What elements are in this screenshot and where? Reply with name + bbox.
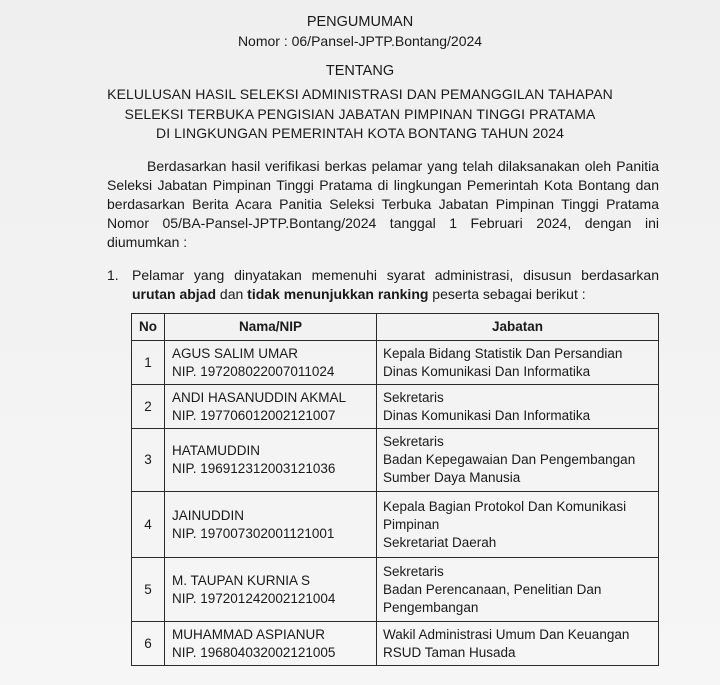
point-text-part: Pelamar yang dinyatakan memenuhi syarat administrasi, disusun berdasarkan [132,267,659,283]
document-subject [60,85,660,144]
candidate-nip: NIP. 197201242002121004 [172,590,336,606]
point-number: 1. [107,267,119,283]
row-number: 4 [132,492,165,558]
point-text-part: dan [216,286,248,302]
position-line: Wakil Administrasi Umum Dan Keuangan [383,626,630,642]
position-line: Pengembangan [383,599,479,615]
table-row [132,429,659,492]
candidate-nip: NIP. 197208022007011024 [172,363,335,379]
position-line: Kepala Bidang Statistik Dan Persandian [383,345,623,361]
position-cell [377,622,659,666]
intro-paragraph: Berdasarkan hasil verifikasi berkas pelamar yang telah dilaksanakan oleh Panitia Seleksi Jabatan Pimpinan Tinggi Pratama di lingkungan Pemerintah Kota Bontang dan berdasarkan Berita Acara Panitia Seleksi Terbuka Jabatan Pimpinan Tinggi Pratama Nomor 05/BA-Pansel-JPTP.Bontang/2024 tanggal 1 Februari 2024, dengan ini diumumkan : [107,158,659,250]
column-header-no: No [132,314,165,341]
position-line: Badan Kepegawaian Dan Pengembangan [383,452,636,467]
candidate-name: JAINUDDIN [172,507,245,523]
table-header-row [132,314,659,341]
position-line: Kepala Bagian Protokol Dan Komunikasi [383,498,627,514]
row-number: 2 [132,385,165,429]
point-emphasis: urutan abjad [132,286,217,302]
row-number: 6 [132,622,165,666]
row-number: 1 [132,341,165,385]
position-line: Sekretariat Daerah [383,534,497,550]
candidate-cell [165,429,377,492]
candidate-nip: NIP. 197706012002121007 [172,407,336,423]
point-text-part: peserta sebagai berikut : [428,286,586,302]
position-line: RSUD Taman Husada [383,644,516,660]
table-row [132,558,659,622]
subject-line: SELEKSI TERBUKA PENGISIAN JABATAN PIMPINAN TINGGI PRATAMA [124,105,596,122]
candidate-name: HATAMUDDIN [172,443,260,458]
row-number: 3 [132,429,165,492]
position-line: Sumber Daya Manusia [383,470,521,485]
table-row [132,492,659,558]
document-title: PENGUMUMAN [306,14,414,30]
candidate-cell [165,492,377,558]
candidate-name: AGUS SALIM UMAR [172,345,299,361]
column-header-jabatan: Jabatan [377,314,659,341]
table-row [132,341,659,385]
candidate-name: MUHAMMAD ASPIANUR [172,626,326,642]
table-row [132,385,659,429]
candidate-nip: NIP. 197007302001121001 [172,525,335,541]
position-line: Sekretaris [383,389,444,405]
candidate-nip: NIP. 196804032002121005 [172,644,336,660]
point-text [132,266,659,304]
position-cell [377,558,659,622]
position-line: Sekretaris [383,434,444,449]
candidate-nip: NIP. 196912312003121036 [172,461,336,476]
point-1 [107,266,659,304]
column-header-nama-nip: Nama/NIP [165,314,377,341]
point-emphasis: tidak menunjukkan ranking [247,286,429,302]
position-line: Dinas Komunikasi Dan Informatika [383,407,591,423]
document-number: Nomor : 06/Pansel-JPTP.Bontang/2024 [237,33,483,49]
document-about-label: TENTANG [325,63,395,79]
table-row [132,622,659,666]
candidate-cell [165,341,377,385]
position-line: Badan Perencanaan, Penelitian Dan [383,581,602,597]
candidate-name: M. TAUPAN KURNIA S [172,572,311,588]
candidate-cell [165,558,377,622]
position-line: Pimpinan [383,516,440,532]
position-cell [377,429,659,492]
position-cell [377,492,659,558]
candidate-name: ANDI HASANUDDIN AKMAL [172,389,347,405]
candidates-table [131,313,659,666]
position-line: Dinas Komunikasi Dan Informatika [383,363,591,379]
subject-line: KELULUSAN HASIL SELEKSI ADMINISTRASI DAN PEMANGGILAN TAHAPAN [107,86,613,102]
subject-line: DI LINGKUNGAN PEMERINTAH KOTA BONTANG TAHUN 2024 [155,125,565,141]
row-number: 5 [132,558,165,622]
position-line: Sekretaris [383,563,444,579]
candidate-cell [165,385,377,429]
candidate-cell [165,622,377,666]
position-cell [377,385,659,429]
position-cell [377,341,659,385]
